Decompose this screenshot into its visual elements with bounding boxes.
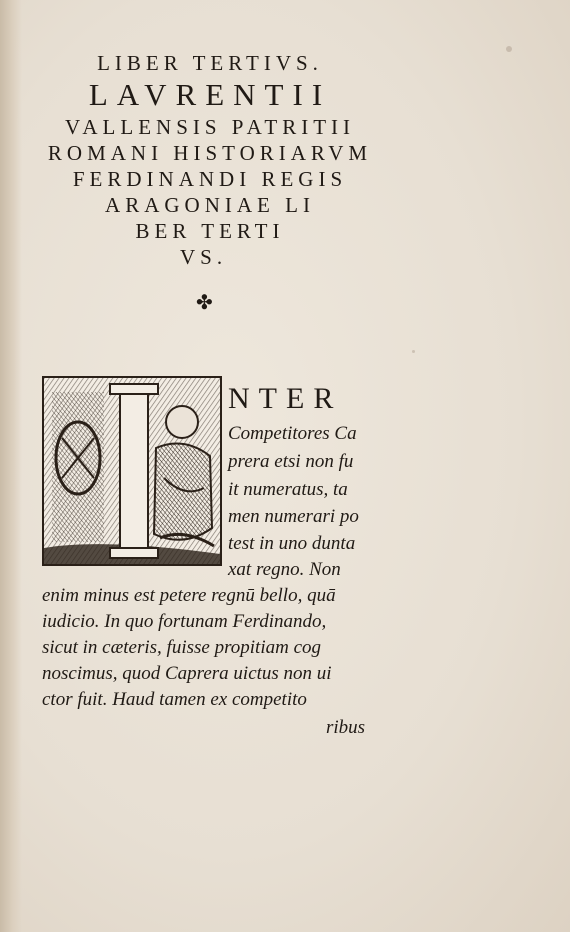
text-line: men numerari po (228, 506, 359, 527)
text-line: enim minus est petere regnū bello, quā (42, 585, 336, 606)
title-line: LIBER TERTIVS. (97, 51, 323, 75)
foxing-spot (412, 350, 415, 353)
title-line: VALLENSIS PATRITII (64, 115, 356, 139)
foxing-spot (506, 46, 512, 52)
title-line: LAVRENTII (88, 77, 332, 112)
text-line: sicut in cæteris, fuisse propitiam cog (42, 637, 322, 658)
title-line: FERDINANDI REGIS (72, 167, 348, 191)
page-gutter (0, 0, 22, 932)
title-block (30, 50, 390, 270)
text-line: test in uno dunta (228, 533, 356, 554)
text-line: it numeratus, ta (228, 479, 348, 500)
woodcut-initial-illustration (44, 378, 220, 564)
text-line: xat regno. Non (228, 559, 341, 580)
text-line: ctor fuit. Haud tamen ex competito (42, 689, 307, 710)
title-line: BER TERTI (135, 219, 285, 243)
catchword: ribus (326, 717, 366, 738)
text-line: prera etsi non fu (228, 451, 354, 472)
title-line: ROMANI HISTORIARVM (47, 141, 373, 165)
decorated-initial (42, 376, 222, 566)
text-line: iudicio. In quo fortunam Ferdinando, (42, 611, 327, 632)
text-line: noscimus, quod Caprera uictus non ui (42, 663, 332, 684)
title-line: ARAGONIAE LI (105, 193, 315, 217)
title-line: VS. (180, 245, 228, 269)
text-line: NTER (228, 382, 343, 415)
text-line: Competitores Ca (228, 423, 357, 444)
fleuron-ornament: ✤ (196, 292, 213, 314)
